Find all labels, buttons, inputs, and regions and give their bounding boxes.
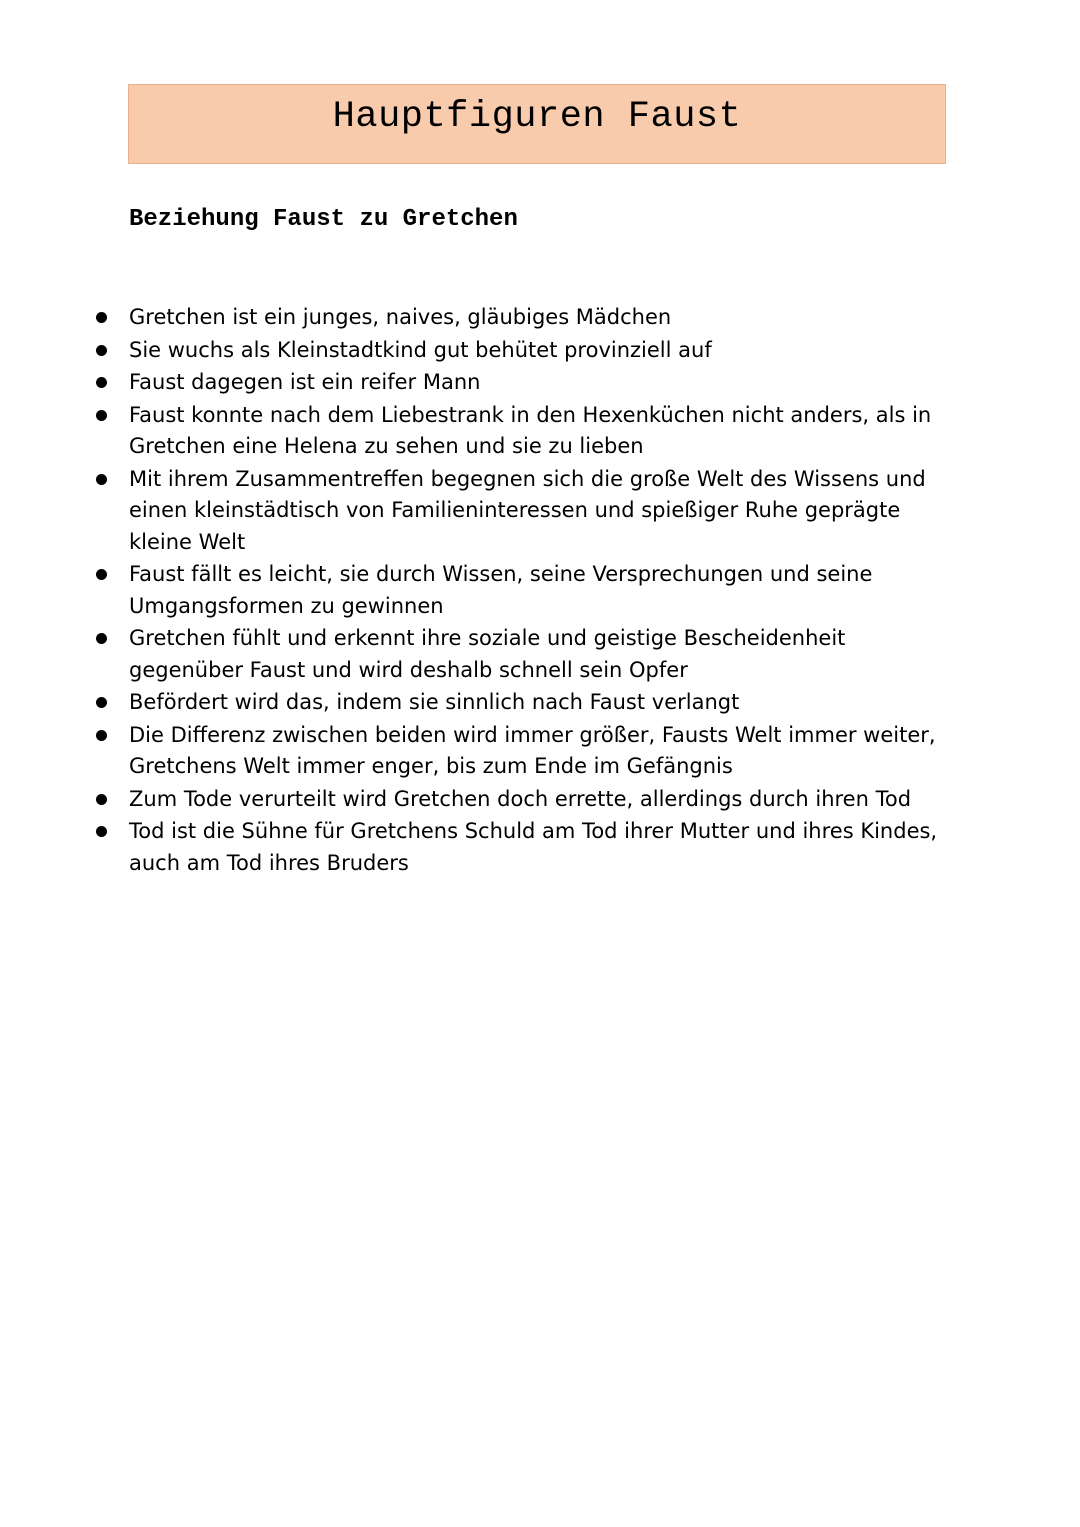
list-item-text: Faust dagegen ist ein reifer Mann [129,370,481,394]
list-item [0,302,1000,334]
bullet-icon [96,377,107,388]
bullet-icon [96,569,107,580]
bullet-icon [96,826,107,837]
list-item [0,623,1000,686]
title-banner [128,84,946,164]
list-item-text: Gretchen ist ein junges, naives, gläubiges Mädchen [129,305,672,329]
list-item-text: Mit ihrem Zusammentreffen begegnen sich die große Welt des Wissens und einen kleinstädtisch von Familieninteressen und spießiger Ruhe geprägte kleine Welt [129,466,926,554]
list-item [0,464,1000,559]
list-item-text: Faust fällt es leicht, sie durch Wissen, seine Versprechungen und seine Umgangsformen zu gewinnen [129,562,873,618]
list-item-text: Die Differenz zwischen beiden wird immer größer, Fausts Welt immer weiter, Gretchens Welt immer enger, bis zum Ende im Gefängnis [129,722,936,778]
list-item-text: Sie wuchs als Kleinstadtkind gut behütet provinziell auf [129,337,712,362]
bullet-icon [96,730,107,741]
list-item-text: Gretchen fühlt und erkennt ihre soziale und geistige Bescheidenheit gegenüber Faust und wird deshalb schnell sein Opfer [129,626,846,682]
bullet-icon [96,474,107,485]
list-item [0,687,1000,719]
bullet-icon [96,633,107,644]
bullet-icon [96,697,107,708]
bullet-icon [96,312,107,323]
page-title: Hauptfiguren Faust [332,96,742,138]
list-item-text: Zum Tode verurteilt wird Gretchen doch errette, allerdings durch ihren Tod [129,786,912,811]
bullet-icon [96,794,107,805]
list-item [0,816,1000,879]
list-item-text: Tod ist die Sühne für Gretchens Schuld am Tod ihrer Mutter und ihres Kindes, auch am Tod ihres Bruders [129,819,938,875]
list-item [0,367,1000,399]
bullet-list [0,302,1000,880]
bullet-icon [96,345,107,356]
list-item [0,784,1000,816]
list-item [0,720,1000,783]
list-item-text: Faust konnte nach dem Liebestrank in den Hexenküchen nicht anders, als in Gretchen eine Helena zu sehen und sie zu lieben [129,402,932,458]
section-heading: Beziehung Faust zu Gretchen [129,206,518,233]
list-item [0,559,1000,622]
list-item [0,335,1000,367]
list-item [0,400,1000,463]
list-item-text: Befördert wird das, indem sie sinnlich nach Faust verlangt [129,690,740,714]
bullet-icon [96,410,107,421]
